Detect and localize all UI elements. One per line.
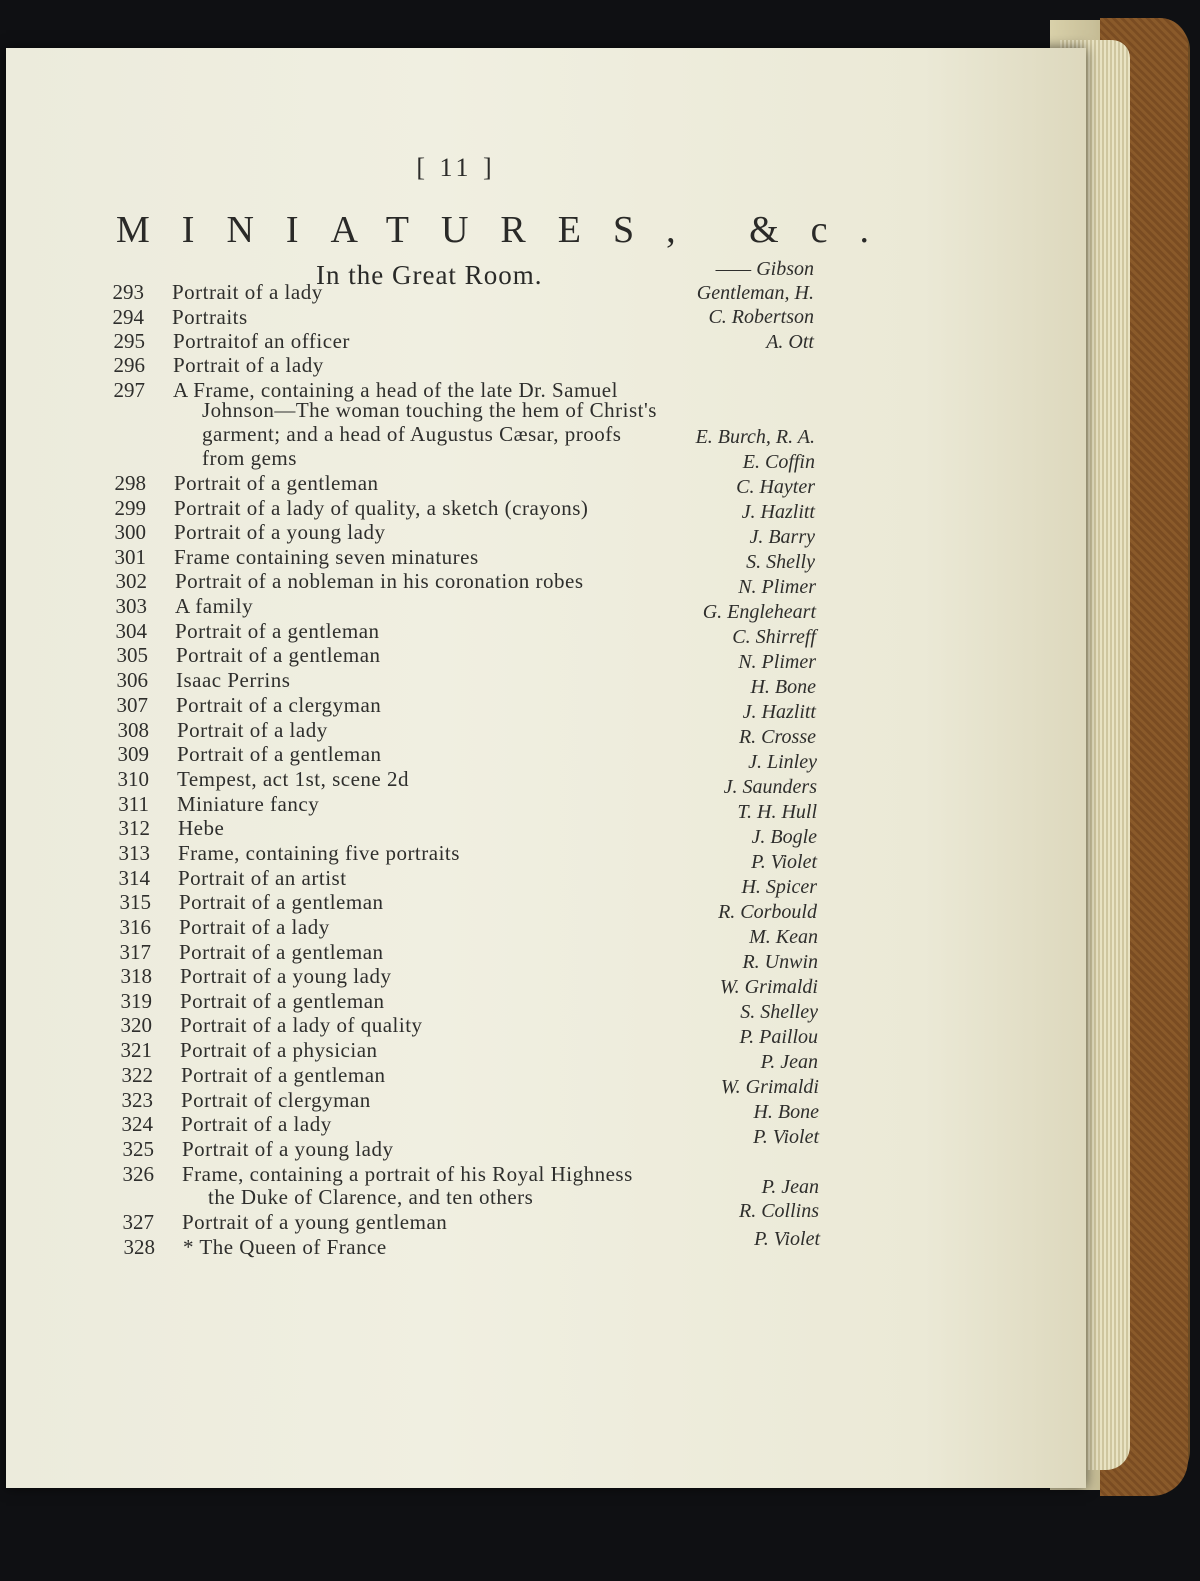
catalogue-entries: [6, 48, 1086, 1488]
entry-number: 293: [112, 280, 144, 304]
entry-title: A family: [175, 594, 254, 618]
entry-title: Portrait of a gentleman: [176, 643, 381, 667]
entry-title: Portrait of a physician: [180, 1038, 378, 1062]
entry-number: 296: [113, 353, 145, 377]
entry-326-line-2: the Duke of Clarence, and ten others: [208, 1185, 534, 1209]
entry-artist: J. Bogle: [751, 826, 817, 848]
entry-artist: H. Bone: [750, 676, 816, 698]
entry-artist: W. Grimaldi: [719, 976, 818, 998]
entry-title: Portrait of a lady: [173, 353, 324, 377]
entry-title: Portrait of a lady of quality: [180, 1013, 423, 1037]
entry-number: 307: [116, 693, 148, 717]
entry-number: 316: [119, 915, 151, 939]
entry-artist: H. Bone: [753, 1101, 819, 1123]
entry-artist: P. Paillou: [739, 1026, 818, 1048]
entry-title: Portrait of a gentleman: [177, 742, 382, 766]
entry-title: Portrait of a gentleman: [180, 989, 385, 1013]
entry-title: Hebe: [178, 816, 225, 840]
entry-artist: T. H. Hull: [737, 801, 817, 823]
entry-title: A Frame, containing a head of the late Dr. Samuel: [173, 378, 618, 402]
entry-title: Portrait of a gentleman: [179, 940, 384, 964]
entry-title: Portrait of a lady: [172, 280, 323, 304]
entry-297-line-3: garment; and a head of Augustus Cæsar, proofs: [202, 422, 622, 446]
entry-title: Portrait of a lady: [177, 718, 328, 742]
entry-artist: P. Violet: [753, 1126, 819, 1148]
entry-title: Portrait of a lady of quality, a sketch (crayons): [174, 496, 589, 520]
entry-number: 317: [119, 940, 151, 964]
entry-title: Portraits: [172, 305, 248, 329]
entry-title: Portraitof an officer: [173, 329, 350, 353]
entry-artist: P. Violet: [751, 851, 817, 873]
entry-artist: P. Jean: [760, 1051, 818, 1073]
entry-number: 295: [113, 329, 145, 353]
entry-artist: W. Grimaldi: [720, 1076, 819, 1098]
entry-title: Miniature fancy: [177, 792, 320, 816]
entry-artist: P. Jean: [761, 1176, 819, 1198]
entry-artist: J. Saunders: [723, 776, 817, 798]
entry-title: Portrait of a lady: [179, 915, 330, 939]
entry-number: 308: [117, 718, 149, 742]
entry-title: Portrait of a gentleman: [175, 619, 380, 643]
entry-artist: R. Collins: [738, 1200, 819, 1222]
entry-number: 311: [118, 792, 149, 816]
entry-number: 321: [120, 1038, 152, 1062]
entry-title: Frame, containing a portrait of his Royal Highness: [182, 1162, 633, 1186]
entry-title: Frame containing seven minatures: [174, 545, 479, 569]
entry-artist: J. Hazlitt: [742, 701, 816, 723]
entry-number: 306: [116, 668, 148, 692]
entry-title: * The Queen of France: [183, 1235, 387, 1259]
entry-number: 315: [119, 890, 151, 914]
entry-number: 312: [118, 816, 150, 840]
page-number: [ 11 ]: [416, 153, 496, 182]
entry-title: Portrait of a young lady: [180, 964, 392, 988]
entry-number: 294: [112, 305, 144, 329]
entry-artist: M. Kean: [749, 926, 818, 948]
entry-title: Portrait of a young lady: [174, 520, 386, 544]
entry-number: 297: [113, 378, 145, 402]
section-heading: MINIATURES, &c.: [116, 209, 902, 251]
entry-number: 298: [114, 471, 146, 495]
entry-number: 303: [115, 594, 147, 618]
entry-number: 324: [121, 1112, 153, 1136]
entry-artist: N. Plimer: [738, 651, 816, 673]
entry-title: Portrait of a clergyman: [176, 693, 382, 717]
entry-number: 300: [114, 520, 146, 544]
entry-title: Portrait of a young gentleman: [182, 1210, 448, 1234]
entry-title: Frame, containing five portraits: [178, 841, 460, 865]
entry-number: 328: [123, 1235, 155, 1259]
entry-artist: —— Gibson: [715, 258, 814, 280]
entry-title: Portrait of a young lady: [182, 1137, 394, 1161]
entry-number: 327: [122, 1210, 154, 1234]
entry-artist: R. Corbould: [718, 901, 817, 923]
entry-number: 326: [122, 1162, 154, 1186]
entry-title: Portrait of a nobleman in his coronation robes: [175, 569, 584, 593]
entry-artist-extra: P. Violet: [754, 1228, 820, 1250]
entry-title: Tempest, act 1st, scene 2d: [177, 767, 409, 791]
entry-297-line-4: from gems: [202, 446, 297, 470]
entry-number: 304: [115, 619, 147, 643]
entry-artist: S. Shelley: [740, 1001, 818, 1023]
entry-title: Portrait of a gentleman: [181, 1063, 386, 1087]
entry-title: Portrait of a lady: [181, 1112, 332, 1136]
entry-number: 323: [121, 1088, 153, 1112]
entry-title: Portrait of an artist: [178, 866, 347, 890]
entry-number: 322: [121, 1063, 153, 1087]
entry-artist: Gentleman, H.: [696, 282, 814, 304]
entry-artist: S. Shelly: [746, 551, 815, 573]
entry-artist: C. Robertson: [708, 306, 814, 328]
entry-artist: R. Crosse: [738, 726, 816, 748]
entry-artist: H. Spicer: [741, 876, 817, 898]
entry-number: 299: [114, 496, 146, 520]
entry-artist: E. Coffin: [742, 451, 815, 473]
entry-number: 305: [116, 643, 148, 667]
entry-number: 301: [114, 545, 146, 569]
entry-artist: E. Burch, R. A.: [695, 426, 815, 448]
entry-number: 309: [117, 742, 149, 766]
entry-number: 313: [118, 841, 150, 865]
entry-297-line-2: Johnson—The woman touching the hem of Christ's: [202, 398, 657, 422]
entry-number: 320: [120, 1013, 152, 1037]
entry-artist: A. Ott: [766, 331, 814, 353]
entry-title: Portrait of a gentleman: [179, 890, 384, 914]
entry-artist: J. Linley: [748, 751, 817, 773]
entry-number: 325: [122, 1137, 154, 1161]
entry-number: 310: [117, 767, 149, 791]
entry-artist: J. Barry: [749, 526, 815, 548]
entry-artist: G. Engleheart: [702, 601, 816, 623]
entry-artist: R. Unwin: [742, 951, 818, 973]
entry-artist: C. Hayter: [736, 476, 815, 498]
book-page: [6, 48, 1086, 1488]
entry-title: Portrait of clergyman: [181, 1088, 371, 1112]
section-subheading: In the Great Room.: [316, 260, 543, 290]
entry-artist: C. Shirreff: [732, 626, 816, 648]
entry-number: 319: [120, 989, 152, 1013]
entry-number: 314: [118, 866, 150, 890]
entry-number: 302: [115, 569, 147, 593]
entry-title: Portrait of a gentleman: [174, 471, 379, 495]
entry-artist: N. Plimer: [738, 576, 816, 598]
entry-artist: J. Hazlitt: [741, 501, 815, 523]
entry-title: Isaac Perrins: [176, 668, 291, 692]
entry-number: 318: [120, 964, 152, 988]
